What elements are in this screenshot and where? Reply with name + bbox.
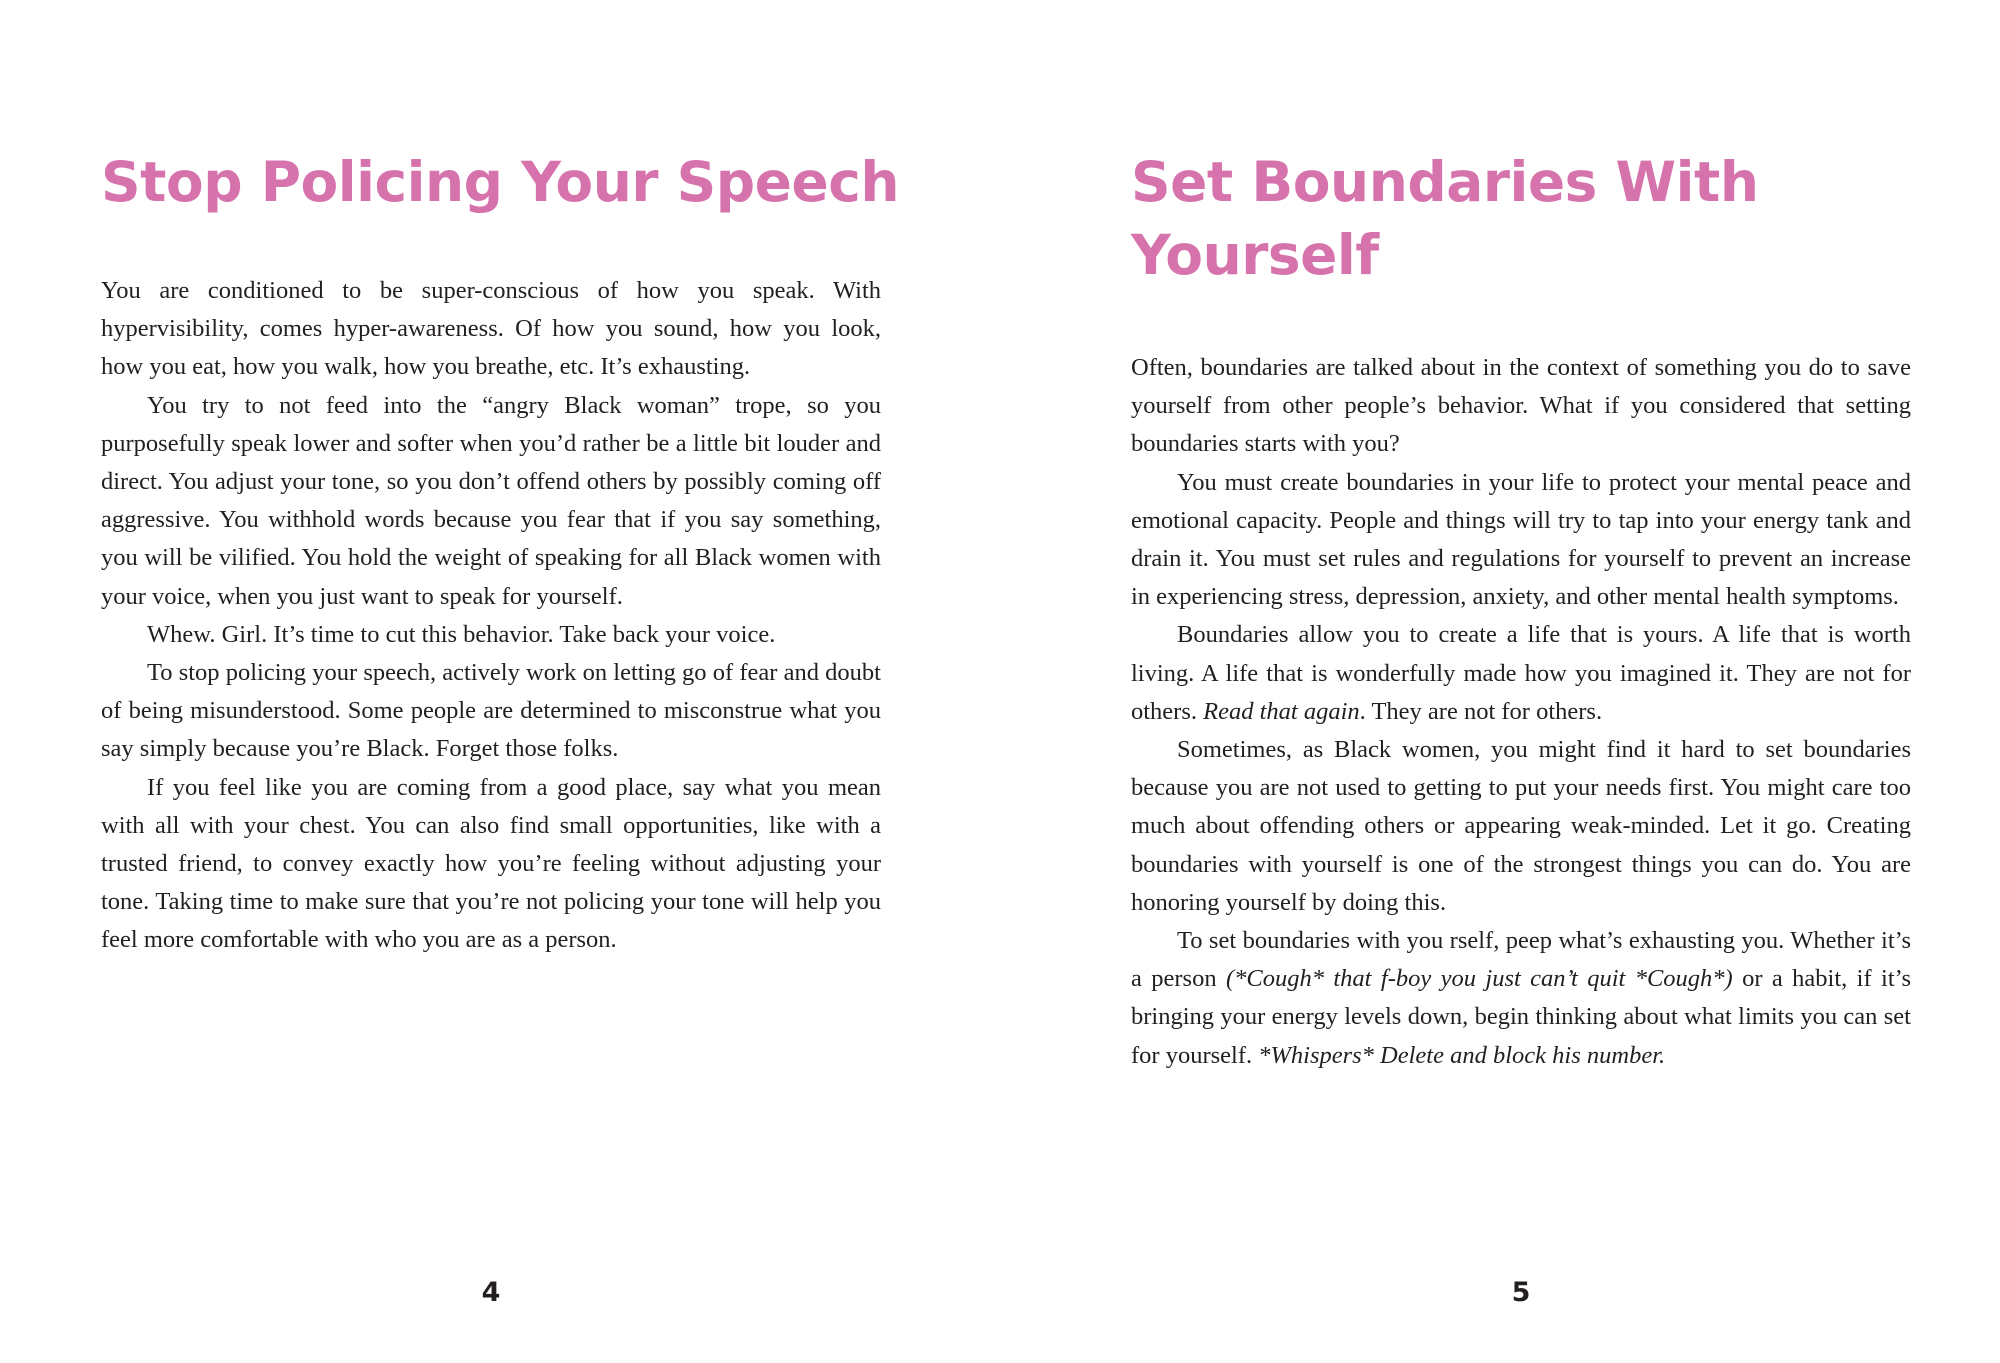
left-page-number: 4	[481, 1277, 501, 1308]
right-page-body	[1131, 349, 1911, 1075]
right-paragraph-2: You must create boundaries in your life to protect your mental peace and emotional capacity. People and things will try to tap into your energy tank and drain it. You must set rules and regulations for yourself to prevent an increase in experiencing stress, depression, anxiety, and other mental health symptoms.	[1131, 468, 1911, 611]
right-page-heading: Set Boundaries With Yourself	[1131, 150, 1759, 287]
p5-italic-whisper: *Whispers* Delete and block his number.	[1258, 1041, 1666, 1069]
right-paragraph-3	[1131, 616, 1911, 731]
right-page	[1000, 0, 2000, 1363]
left-paragraph-3: Whew. Girl. It’s time to cut this behavior. Take back your voice.	[147, 620, 776, 648]
p3-italic-phrase: Read that again	[1203, 697, 1360, 725]
left-paragraph-1: You are conditioned to be super-conscious of how you speak. With hypervisibility, comes hyper-awareness. Of how you sound, how you look, how you eat, how you walk, how you breathe, etc. It’s exhausting.	[101, 277, 881, 381]
right-paragraph-1: Often, boundaries are talked about in the context of something you do to save yourself from other people’s behavior. What if you considered that setting boundaries starts with you?	[1131, 354, 1911, 458]
p3-text-before: Boundaries allow you to create a life that is yours. A life that is worth living. A life that is wonderfully made how you imagined it. They are not for others.	[1131, 621, 1911, 725]
p5-text-before: To set boundaries with you rself, peep what’s exhausting you. Whether it’s a person	[1131, 927, 1911, 993]
p5-text-middle: or a habit, if it’s bringing your energy levels down, begin thinking about what limits you can set for yourself.	[1131, 965, 1911, 1069]
left-paragraph-2: You try to not feed into the “angry Black woman” trope, so you purposefully speak lower and softer when you’d rather be a little bit louder and direct. You adjust your tone, so you don’t offend others by possibly coming off aggressive. You withhold words because you fear that if you say something, you will be vilified. You hold the weight of speaking for all Black women with your voice, when you just want to speak for yourself.	[101, 391, 881, 610]
p3-text-after: . They are not for others.	[1359, 697, 1603, 725]
right-paragraph-4: Sometimes, as Black women, you might find it hard to set boundaries because you are not used to getting to put your needs first. You might care too much about offending others or appearing weak-minded. Let it go. Creating boundaries with yourself is one of the strongest things you can do. You are honoring yourself by doing this.	[1131, 736, 1911, 916]
left-page-heading: Stop Policing Your Speech	[101, 150, 899, 214]
left-page-body	[101, 272, 881, 960]
right-paragraph-5	[1131, 922, 1911, 1075]
right-page-number: 5	[1511, 1277, 1531, 1308]
p5-italic-aside: (*Cough* that f-boy you just can’t quit *Cough*)	[1225, 965, 1733, 993]
left-paragraph-4: To stop policing your speech, actively work on letting go of fear and doubt of being misunderstood. Some people are determined to misconstrue what you say simply because you’re Black. Forget those folks.	[101, 659, 881, 763]
left-paragraph-5: If you feel like you are coming from a good place, say what you mean with all with your chest. You can also find small opportunities, like with a trusted friend, to convey exactly how you’re feeling without adjusting your tone. Taking time to make sure that you’re not policing your tone will help you feel more comfortable with who you are as a person.	[101, 773, 881, 954]
